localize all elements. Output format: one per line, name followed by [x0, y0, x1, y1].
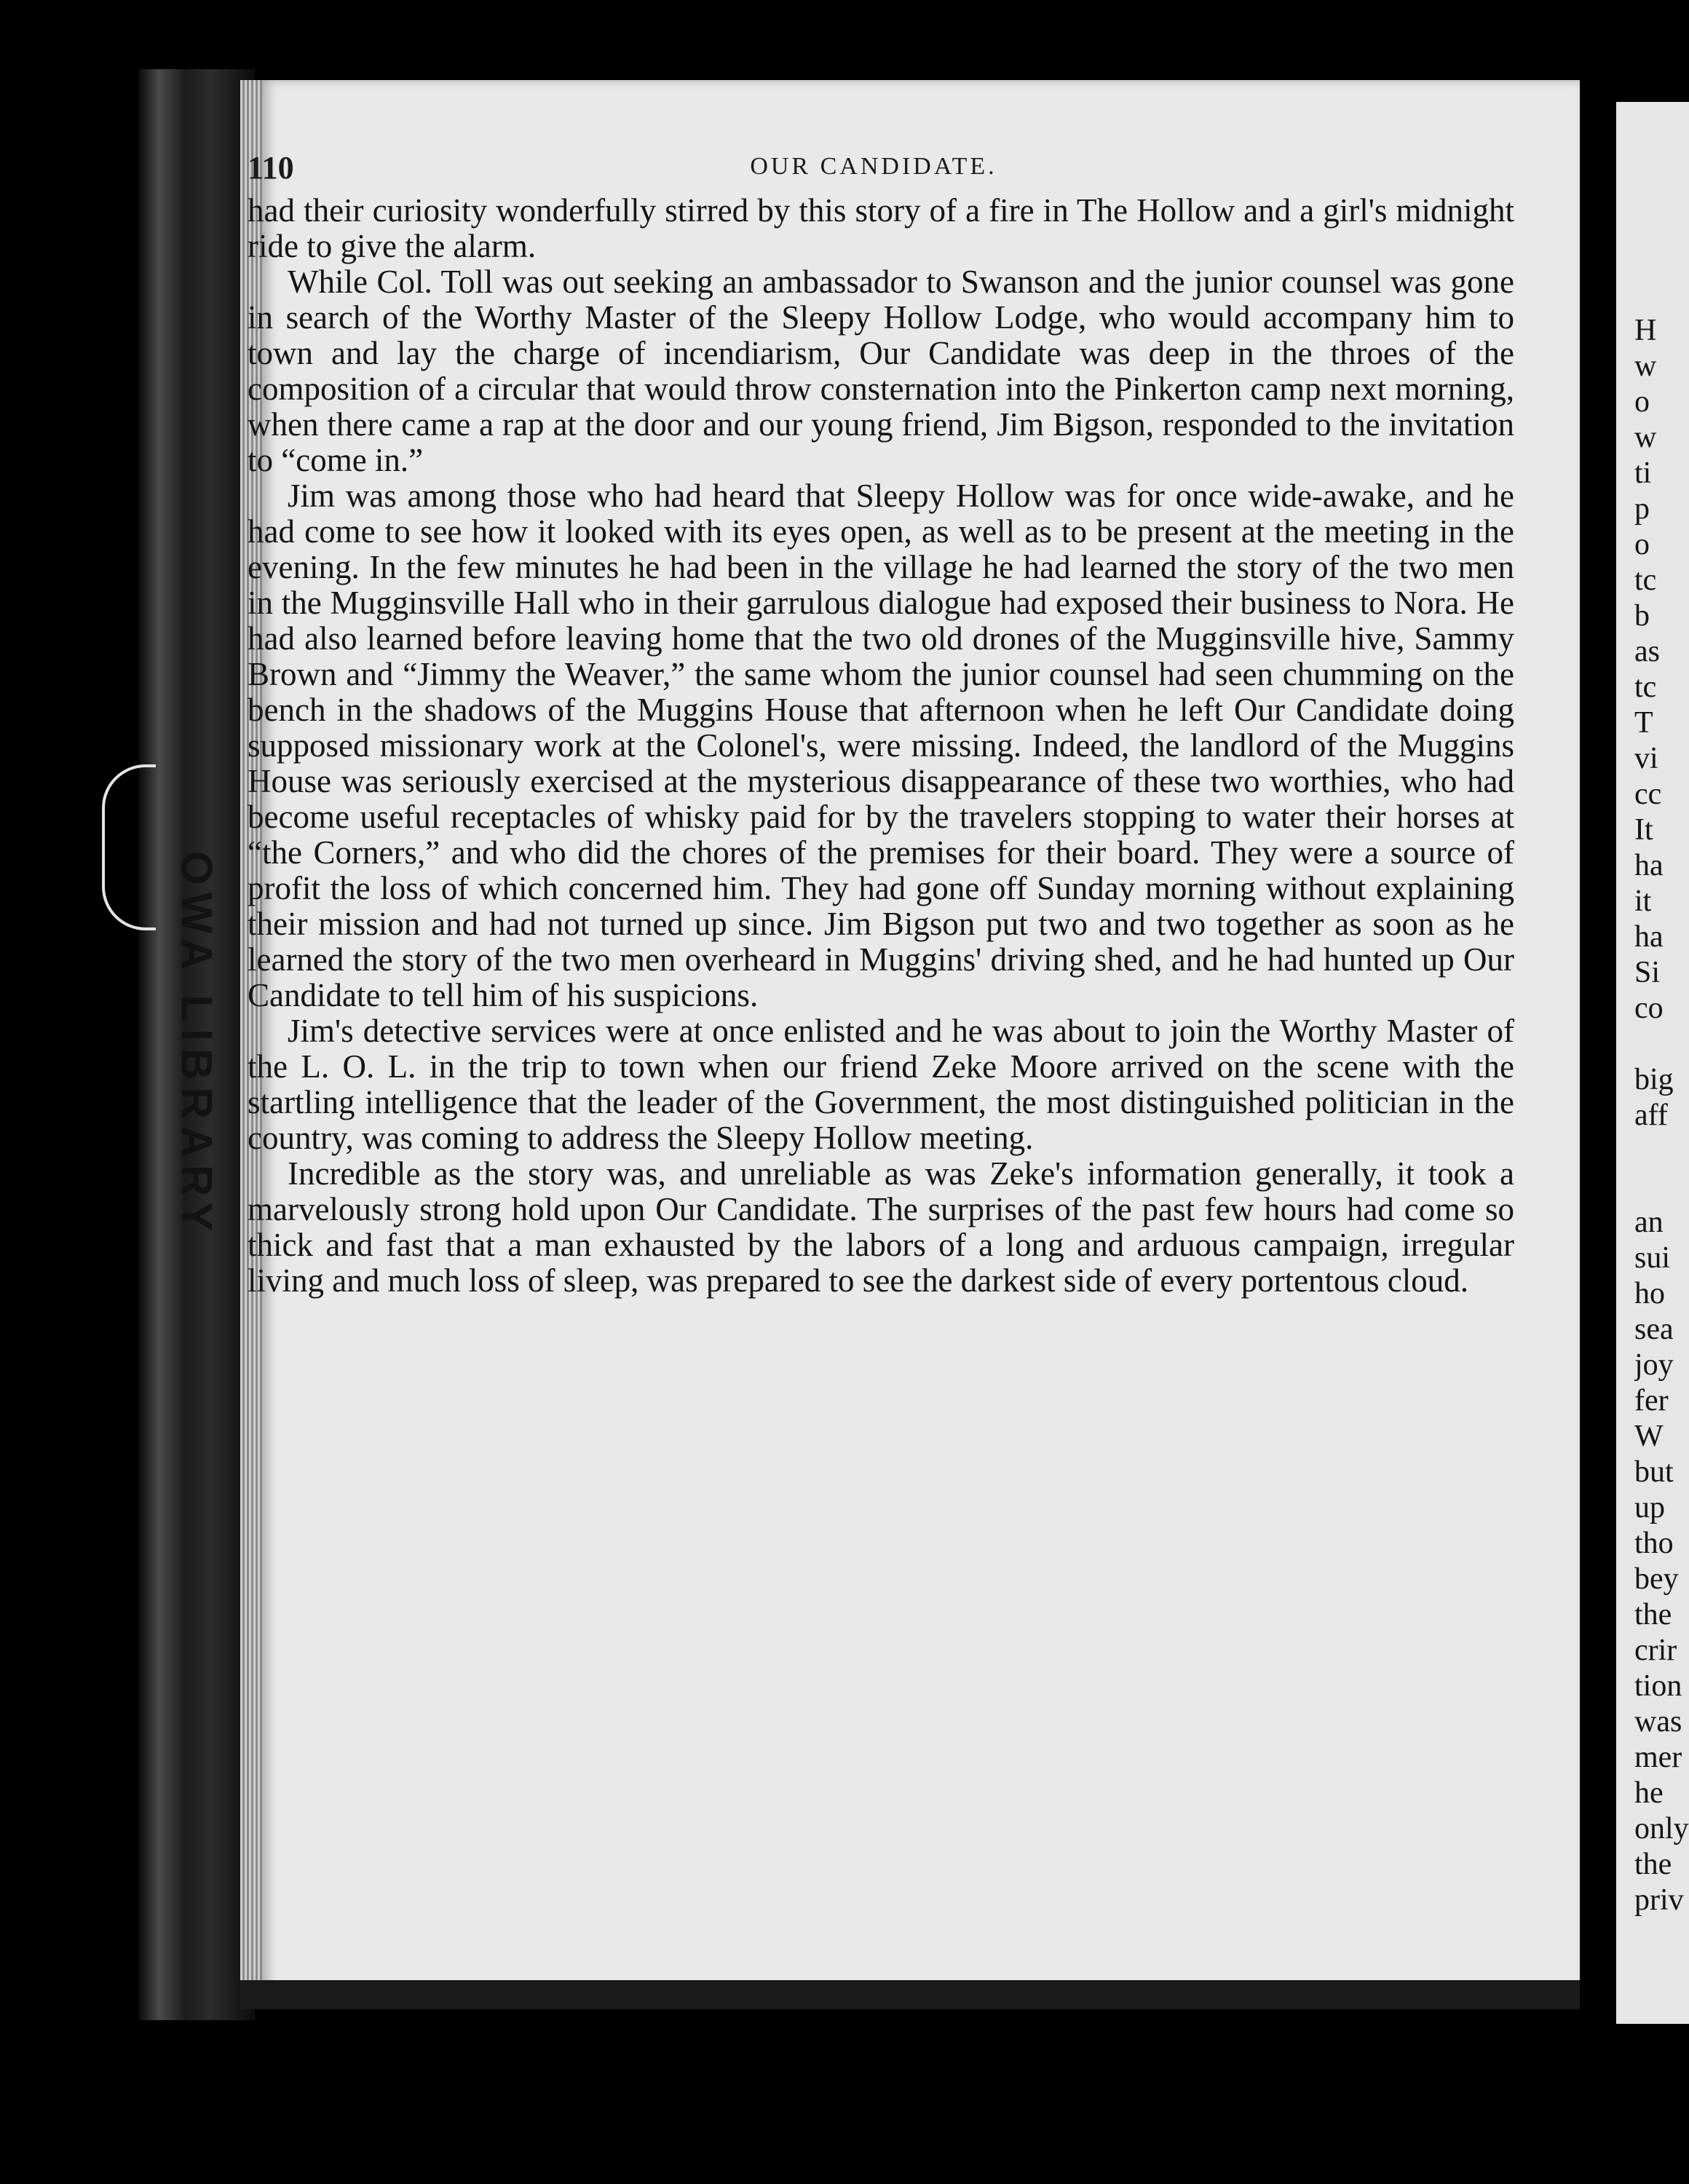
facing-page-fragment: big: [1634, 1063, 1674, 1096]
facing-page-fragment: was: [1634, 1705, 1682, 1738]
facing-page-fragment: the: [1634, 1848, 1672, 1881]
binding-clip: [102, 764, 156, 930]
facing-page-fragment: o: [1634, 528, 1650, 561]
facing-page-fragment: tc: [1634, 670, 1657, 704]
facing-page-fragment: w: [1634, 421, 1657, 454]
facing-page-fragment: b: [1634, 599, 1650, 633]
paragraph: had their curiosity wonderfully stirred by this story of a fire in The Hollow and a girl's midnight ride to give the alarm.: [248, 192, 1514, 264]
facing-page-fragment: w: [1634, 349, 1657, 383]
facing-page-fragment: co: [1634, 992, 1664, 1025]
facing-page-fragment: cc: [1634, 778, 1662, 811]
facing-page-fragment: ha: [1634, 920, 1664, 954]
paragraph: Jim's detective services were at once enlisted and he was about to join the Worthy Master of the L. O. L. in the trip to town when our friend Zeke Moore arrived on the scene with the startling intelligence that the leader of the Government, the most distinguished politician in the country, was coming to address the Sleepy Hollow meeting.: [248, 1013, 1514, 1156]
facing-page-text: [1634, 313, 1689, 1918]
facing-page-fragment: up: [1634, 1491, 1665, 1524]
spine-library-stamp: OWA LIBRARY: [172, 850, 221, 1239]
facing-page-fragment: vi: [1634, 742, 1658, 775]
facing-page-fragment: [1634, 1133, 1689, 1205]
facing-page-fragment: the: [1634, 1598, 1672, 1631]
paragraph: Jim was among those who had heard that Sleepy Hollow was for once wide-awake, and he had come to see how it looked with its eyes open, as well as to be present at the meeting in the evening. In the few minutes he had been in the village he had learned the story of the two men in the Mugginsville Hall who in their garrulous dialogue had exposed their business to Nora. He had also learned before leaving home that the two old drones of the Mugginsville hive, Sammy Brown and “Jimmy the Weaver,” the same whom the junior counsel had seen chumming on the bench in the shadows of the Muggins House that afternoon when he left Our Candidate doing supposed missionary work at the Colonel's, were missing. Indeed, the landlord of the Muggins House was seriously exercised at the mysterious disappearance of these two worthies, who had become useful receptacles of whisky paid for by the travelers stopping to water their horses at “the Corners,” and who did the chores of the premises for their board. They were a source of profit the loss of which concerned him. They had gone off Sunday morning without explaining their mission and had not turned up since. Jim Bigson put two and two together as soon as he learned the story of the two men overheard in Muggins' driving shed, and he had hunted up Our Candidate to tell him of his suspicions.: [248, 478, 1514, 1013]
facing-page-fragment: ha: [1634, 849, 1664, 882]
book-spine: [138, 69, 255, 2020]
facing-page-fragment: ti: [1634, 456, 1652, 490]
page-number: 110: [248, 150, 294, 186]
facing-page-fragment: joy: [1634, 1348, 1674, 1382]
facing-page-fragment: an: [1634, 1206, 1664, 1239]
facing-page-fragment: mer: [1634, 1741, 1682, 1774]
facing-page-fragment: as: [1634, 635, 1660, 668]
body-text: [248, 193, 1514, 1299]
facing-page-fragment: but: [1634, 1455, 1674, 1489]
facing-page-fragment: sea: [1634, 1313, 1674, 1346]
facing-page-fragment: tc: [1634, 563, 1657, 597]
facing-page-fragment: priv: [1634, 1883, 1684, 1917]
facing-page-fragment: he: [1634, 1776, 1664, 1810]
page-bottom-shadow: [240, 1980, 1580, 2009]
facing-page-fragment: o: [1634, 385, 1650, 419]
facing-page-fragment: bey: [1634, 1562, 1679, 1596]
facing-page-fragment: It: [1634, 813, 1653, 847]
facing-page-fragment: only: [1634, 1812, 1689, 1845]
paragraph: Incredible as the story was, and unreliable as was Zeke's information generally, it took a marvelously strong hold upon Our Candidate. The surprises of the past few hours had come so thick and fast that a man exhausted by the labors of a long and arduous campaign, irregular living and much loss of sleep, was prepared to see the darkest side of every portentous cloud.: [248, 1155, 1514, 1299]
facing-page-fragment: T: [1634, 706, 1653, 740]
facing-page-fragment: crir: [1634, 1634, 1677, 1667]
facing-page-fragment: tho: [1634, 1527, 1674, 1560]
facing-page-fragment: it: [1634, 885, 1652, 918]
facing-page-fragment: fer: [1634, 1384, 1669, 1417]
paragraph: While Col. Toll was out seeking an ambassador to Swanson and the junior counsel was gone in search of the Worthy Master of the Sleepy Hollow Lodge, who would accompany him to town and lay the charge of incendiarism, Our Candidate was deep in the throes of the composition of a circular that would throw consternation into the Pinkerton camp next morning, when there came a rap at the door and our young friend, Jim Bigson, responded to the invitation to “come in.”: [248, 264, 1514, 478]
facing-page-fragment: tion: [1634, 1669, 1682, 1703]
facing-page-fragment: sui: [1634, 1241, 1671, 1275]
facing-page-fragment: p: [1634, 492, 1650, 526]
facing-page-fragment: ho: [1634, 1277, 1665, 1310]
facing-page-fragment: W: [1634, 1420, 1664, 1453]
facing-page-fragment: aff: [1634, 1099, 1668, 1132]
facing-page-fragment: H: [1634, 314, 1657, 347]
facing-page-fragment: Si: [1634, 956, 1661, 989]
running-head: OUR CANDIDATE.: [750, 153, 997, 180]
